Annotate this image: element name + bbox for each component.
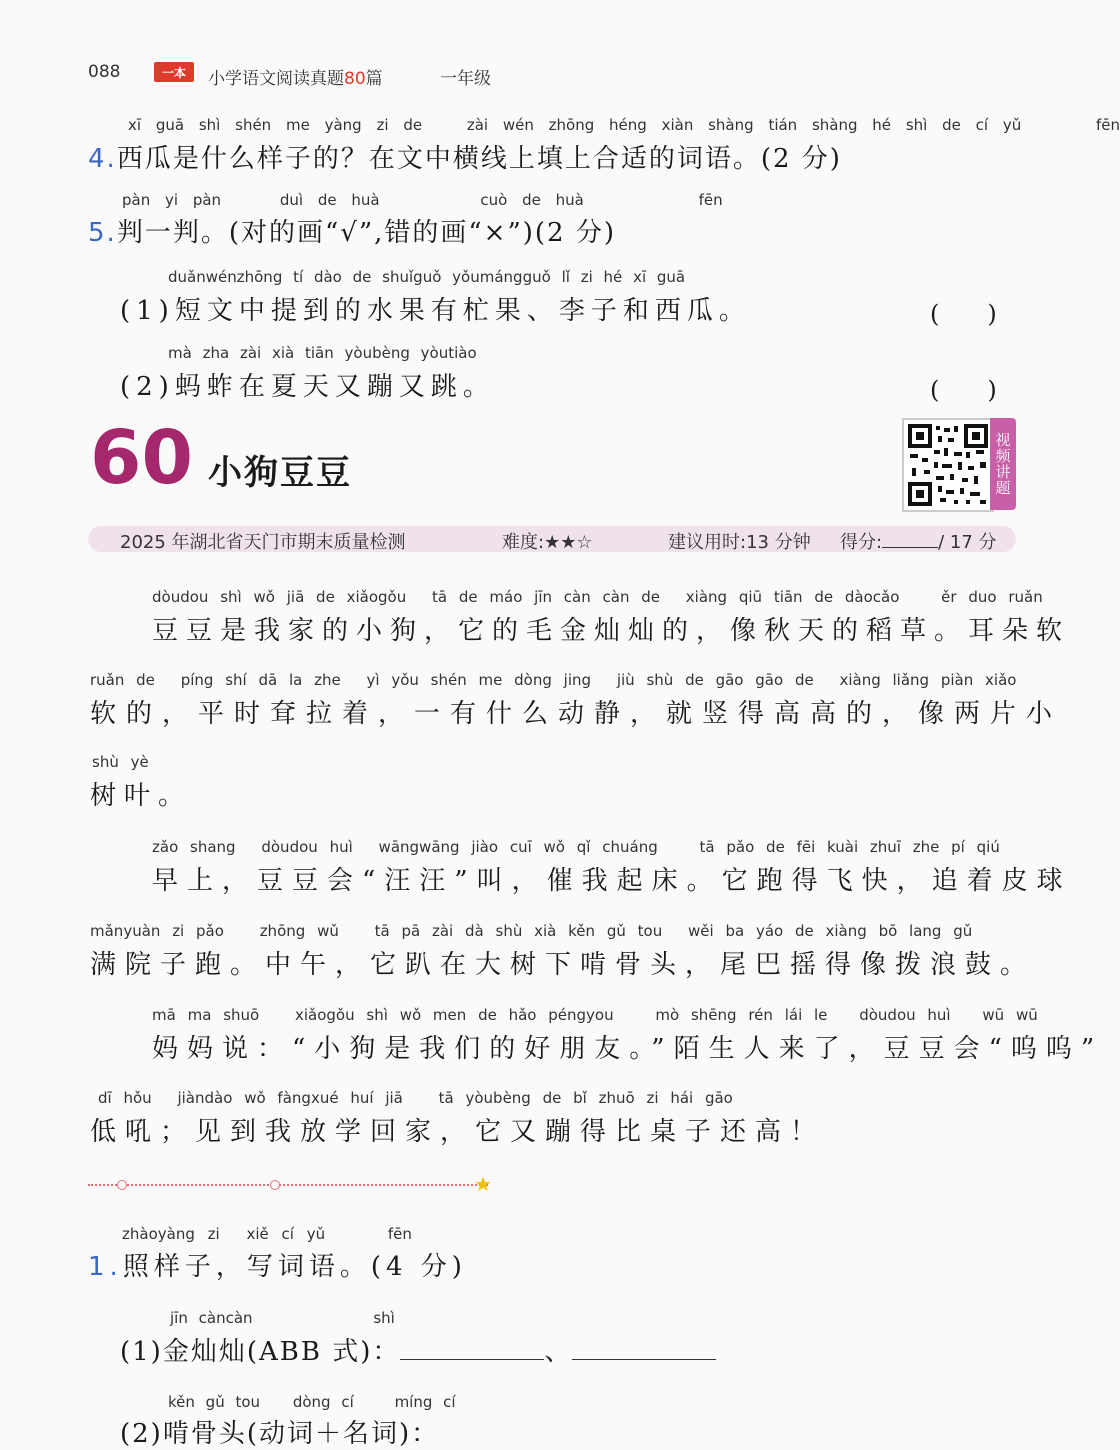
passage-line1-pinyin: dòudou shì wǒ jiā de xiǎogǒu tā de máo jīn càn càn de xiàng qiū tiān de dàocǎo ěr duo ruǎn xyxy=(152,588,1043,606)
passage-line4-pinyin: zǎo shang dòudou huì wāngwāng jiào cuī wǒ qǐ chuáng tā pǎo de fēi kuài zhuī zhe pí qiú xyxy=(152,838,1000,856)
q1-text: 照样子，写词语。(4 分) xyxy=(122,1252,467,1282)
passage-line5: 满院子跑。中午，它趴在大树下啃骨头，尾巴摇得像拨浪鼓。 xyxy=(90,950,1036,980)
q5-item1-text: (1)短文中提到的水果有杧果、李子和西瓜。 xyxy=(120,296,751,326)
q1-number: 1. xyxy=(88,1252,123,1282)
q1-item1-blank2[interactable] xyxy=(572,1337,716,1360)
section-divider xyxy=(88,1184,488,1186)
passage-line2-pinyin: ruǎn de píng shí dā la zhe yì yǒu shén me dòng jing jiù shù de gāo gāo de xiàng liǎng piàn xiǎo xyxy=(90,671,1017,689)
q5-text: 判一判。(对的画“√”,错的画“×”)(2 分) xyxy=(116,218,616,248)
book-title-pre: 小学语文阅读真题 xyxy=(208,69,344,89)
q5-item1-pinyin: duǎnwénzhōng tí dào de shuǐguǒ yǒumángguǒ lǐ zi hé xī guā xyxy=(168,268,686,286)
score-label: 得分: xyxy=(840,532,883,553)
q1-item2-pinyin: kěn gǔ tou dòng cí míng cí xyxy=(168,1393,456,1411)
q5-item2-text: (2)蚂蚱在夏天又蹦又跳。 xyxy=(120,372,495,402)
page-number: 088 xyxy=(88,62,121,82)
q5-item2-pinyin: mà zha zài xià tiān yòubèng yòutiào xyxy=(168,344,477,362)
q1-question xyxy=(88,1246,467,1283)
difficulty-label: 难度:★★☆ xyxy=(502,532,593,553)
section-title: 小狗豆豆 xyxy=(208,453,352,493)
passage-line2: 软的，平时耷拉着，一有什么动静，就竖得高高的，像两片小 xyxy=(90,699,1063,729)
book-title-num: 80 xyxy=(344,69,366,89)
q4-question xyxy=(88,138,842,175)
qr-code[interactable] xyxy=(902,418,994,512)
score-total: / 17 分 xyxy=(938,532,997,553)
book-title xyxy=(208,64,383,89)
score-field xyxy=(840,528,997,554)
video-lesson-tab[interactable]: 视频讲题 xyxy=(990,418,1016,510)
q5-pinyin: pàn yi pàn duì de huà cuò de huà fēn xyxy=(122,191,723,209)
passage-line1: 豆豆是我家的小狗，它的毛金灿灿的，像秋天的稻草。耳朵软 xyxy=(152,616,1071,646)
grade-label: 一年级 xyxy=(440,69,491,89)
divider-dot xyxy=(117,1180,127,1190)
brand-badge: 一本 xyxy=(154,62,194,82)
q1-item1-text: (1)金灿灿(ABB 式)： xyxy=(120,1337,401,1367)
q4-text: 西瓜是什么样子的？在文中横线上填上合适的词语。(2 分) xyxy=(116,144,842,174)
passage-line6-pinyin: mā ma shuō xiǎogǒu shì wǒ men de hǎo péngyou mò shēng rén lái le dòudou huì wū wū xyxy=(152,1006,1038,1024)
star-icon: ★ xyxy=(474,1172,492,1196)
q5-item2-answer-box[interactable]: ( ) xyxy=(930,376,997,404)
passage-line6: 妈妈说：“小狗是我们的好朋友。”陌生人来了，豆豆会“呜呜” xyxy=(152,1034,1104,1064)
q4-number: 4. xyxy=(88,144,117,174)
qr-code-icon xyxy=(904,420,992,510)
source-label: 2025 年湖北省天门市期末质量检测 xyxy=(120,532,406,553)
passage-line4: 早上，豆豆会“汪汪”叫，催我起床。它跑得飞快，追着皮球 xyxy=(152,866,1072,896)
score-blank[interactable] xyxy=(882,531,938,548)
time-label: 建议用时:13 分钟 xyxy=(668,532,811,553)
passage-line3: 树叶。 xyxy=(90,781,193,811)
q1-item1 xyxy=(120,1331,716,1368)
book-title-post: 篇 xyxy=(365,69,383,89)
q5-number: 5. xyxy=(88,218,117,248)
section-number: 60 xyxy=(90,415,193,501)
passage-line3-pinyin: shù yè xyxy=(92,753,149,771)
passage-line7-pinyin: dī hǒu jiàndào wǒ fàngxué huí jiā tā yòubèng de bǐ zhuō zi hái gāo xyxy=(98,1089,733,1107)
q5-question xyxy=(88,212,616,249)
q4-pinyin: xī guā shì shén me yàng zi de zài wén zhōng héng xiàn shàng tián shàng hé shì de cí yǔ fēn xyxy=(128,116,1120,134)
q1-item1-sep: 、 xyxy=(544,1337,573,1367)
q1-item1-blank1[interactable] xyxy=(400,1337,544,1360)
q5-item1-answer-box[interactable]: ( ) xyxy=(930,300,997,328)
q1-pinyin: zhàoyàng zi xiě cí yǔ fēn xyxy=(122,1225,412,1243)
divider-dot xyxy=(270,1180,280,1190)
q1-item1-pinyin: jīn càncàn shì xyxy=(170,1309,395,1327)
passage-line5-pinyin: mǎnyuàn zi pǎo zhōng wǔ tā pā zài dà shù xià kěn gǔ tou wěi ba yáo de xiàng bō lang gǔ xyxy=(90,922,973,940)
passage-line7: 低吼；见到我放学回家，它又蹦得比桌子还高！ xyxy=(90,1117,826,1147)
q1-item2-text: (2)啃骨头(动词＋名词)： xyxy=(120,1419,440,1449)
